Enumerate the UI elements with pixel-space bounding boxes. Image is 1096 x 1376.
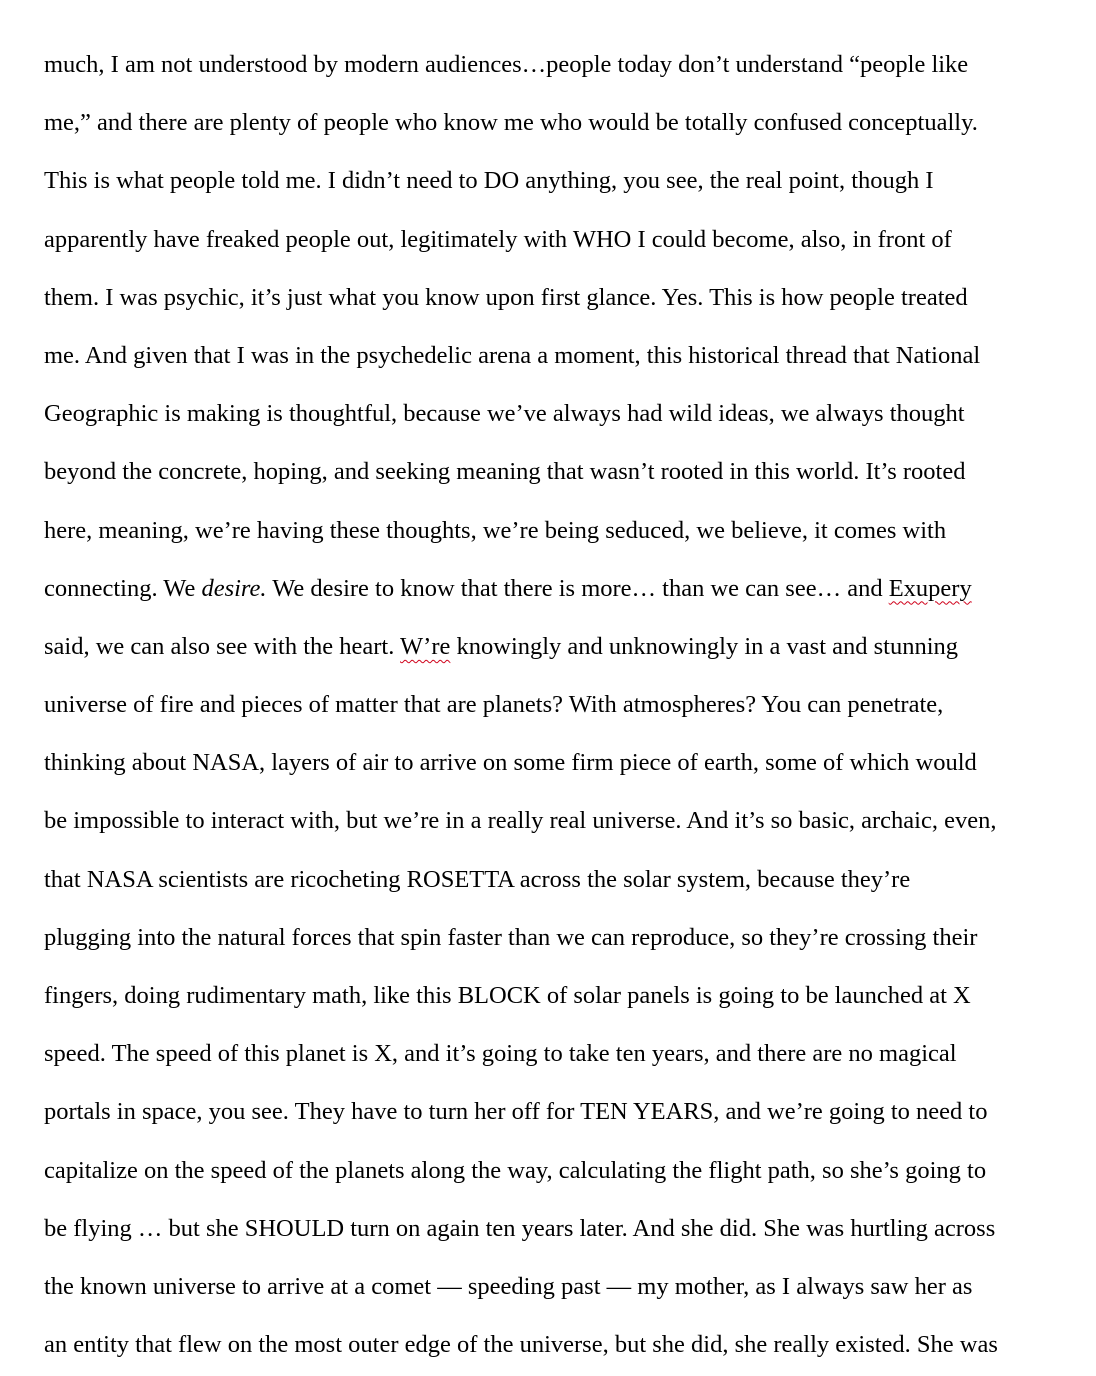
text-line-5 [44, 269, 1054, 327]
text-line-9 [44, 502, 1054, 560]
text-line-10 [44, 560, 1054, 618]
text-line-6 [44, 327, 1054, 385]
text-line-18 [44, 1025, 1054, 1083]
line-text: beyond the concrete, hoping, and seeking meaning that wasn’t rooted in this world. It’s rooted [44, 458, 966, 486]
text-line-21 [44, 1200, 1054, 1258]
text-line-2 [44, 94, 1054, 152]
italic-emphasis: desire. [201, 574, 267, 602]
line-text: Geographic is making is thoughtful, because we’ve always had wild ideas, we always thought [44, 400, 965, 428]
line-text: that NASA scientists are ricocheting ROSETTA across the solar system, because they’re [44, 865, 911, 893]
line-text: thinking about NASA, layers of air to arrive on some firm piece of earth, some of which would [44, 749, 977, 777]
text-line-8 [44, 443, 1054, 501]
line-text: This is what people told me. I didn’t need to DO anything, you see, the real point, though I [44, 167, 934, 195]
text-line-17 [44, 967, 1054, 1025]
line-text: said, we can also see with the heart. [44, 632, 401, 660]
line-text: me,” and there are plenty of people who know me who would be totally confused conceptually. [44, 109, 978, 137]
line-text: apparently have freaked people out, legitimately with WHO I could become, also, in front of [44, 225, 952, 253]
line-text: here, meaning, we’re having these thoughts, we’re being seduced, we believe, it comes with [44, 516, 947, 544]
document-body[interactable] [44, 36, 1054, 1374]
misspelled-word[interactable]: W’re [400, 632, 451, 660]
text-line-19 [44, 1083, 1054, 1141]
line-text: capitalize on the speed of the planets along the way, calculating the flight path, so she’s going to [44, 1156, 987, 1184]
line-text: the known universe to arrive at a comet — speeding past — my mother, as I always saw her as [44, 1272, 973, 1300]
text-line-4 [44, 211, 1054, 269]
text-line-15 [44, 851, 1054, 909]
line-text: them. I was psychic, it’s just what you know upon first glance. Yes. This is how people treated [44, 283, 968, 311]
line-text: plugging into the natural forces that spin faster than we can reproduce, so they’re crossing their [44, 923, 978, 951]
text-line-14 [44, 792, 1054, 850]
text-line-11 [44, 618, 1054, 676]
line-text: We desire to know that there is more… than we can see… and [266, 574, 889, 602]
text-line-3 [44, 152, 1054, 210]
text-line-7 [44, 385, 1054, 443]
line-text: universe of fire and pieces of matter that are planets? With atmospheres? You can penetrate, [44, 691, 944, 719]
text-line-23 [44, 1316, 1054, 1374]
line-text: me. And given that I was in the psychedelic arena a moment, this historical thread that National [44, 341, 981, 369]
line-text: be impossible to interact with, but we’re in a really real universe. And it’s so basic, archaic, even, [44, 807, 997, 835]
line-text: connecting. We [44, 574, 202, 602]
line-text: knowingly and unknowingly in a vast and stunning [450, 632, 959, 660]
text-line-16 [44, 909, 1054, 967]
line-text: portals in space, you see. They have to turn her off for TEN YEARS, and we’re going to need to [44, 1098, 988, 1126]
line-text: speed. The speed of this planet is X, and it’s going to take ten years, and there are no magical [44, 1040, 957, 1068]
line-text: much, I am not understood by modern audiences…people today don’t understand “people like [44, 51, 969, 78]
line-text: an entity that flew on the most outer edge of the universe, but she did, she really existed. She was [44, 1331, 998, 1359]
text-line-22 [44, 1258, 1054, 1316]
text-line-20 [44, 1142, 1054, 1200]
text-line-12 [44, 676, 1054, 734]
text-line-1 [44, 36, 1054, 94]
misspelled-word[interactable]: Exupery [888, 574, 972, 602]
text-line-13 [44, 734, 1054, 792]
line-text: fingers, doing rudimentary math, like this BLOCK of solar panels is going to be launched at X [44, 982, 971, 1009]
line-text: be flying … but she SHOULD turn on again ten years later. And she did. She was hurtling across [44, 1214, 996, 1242]
